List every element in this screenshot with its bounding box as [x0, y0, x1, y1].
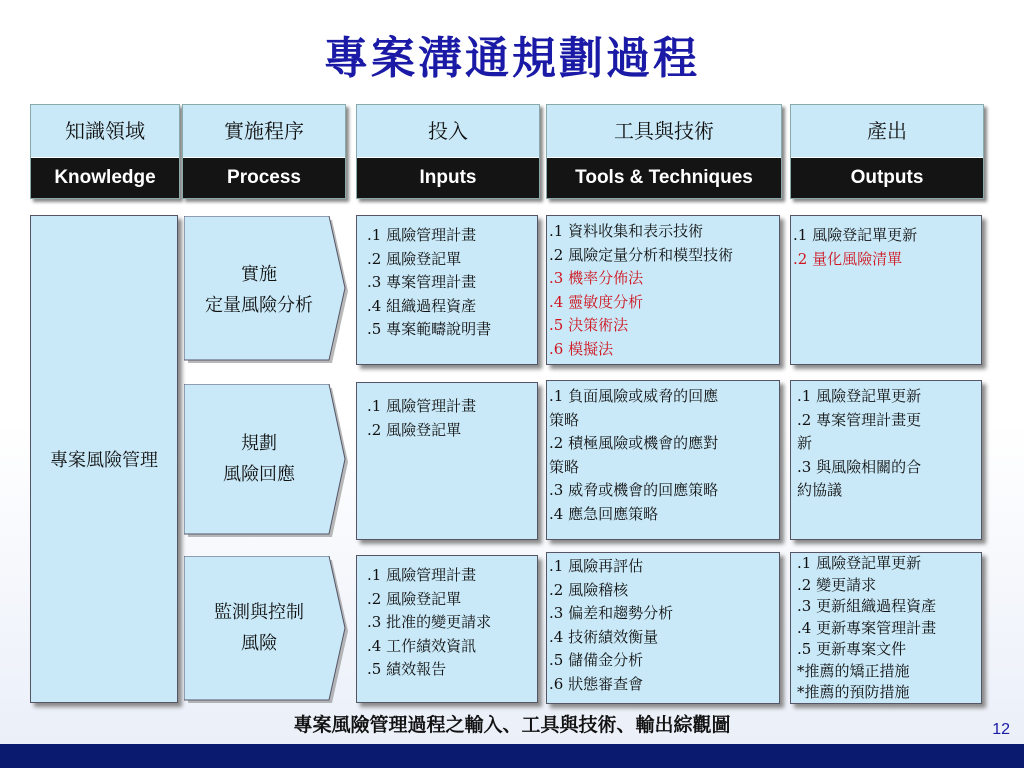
- output-item: .2 量化風險清單: [793, 249, 903, 268]
- input-item: .5 專案範疇說明書: [367, 320, 492, 338]
- input-item: .2 風險登記單: [367, 420, 462, 439]
- process-monitor-line1: 監測與控制: [214, 602, 304, 623]
- output-item: .2 專案管理計畫更: [797, 410, 922, 429]
- tool-item: .3 威脅或機會的回應策略: [549, 481, 719, 499]
- process-response-line2: 風險回應: [223, 464, 295, 485]
- knowledge-area-label: 專案風險管理: [50, 450, 158, 471]
- bottom-bar: [0, 744, 1024, 768]
- input-item: .2 風險登記單: [367, 249, 462, 268]
- output-item: .2 變更請求: [797, 575, 877, 594]
- header-tools: [546, 104, 782, 199]
- tool-item: .4 靈敏度分析: [549, 292, 644, 311]
- header-inputs-en: Inputs: [357, 157, 539, 198]
- outputs-box-quantitative: [790, 215, 982, 365]
- process-monitor-line2: 風險: [241, 633, 277, 654]
- process-quantitative-line2: 定量風險分析: [205, 295, 313, 316]
- output-item: *推薦的預防措施: [797, 683, 910, 701]
- outputs-box-response: [790, 380, 982, 540]
- header-inputs: [356, 104, 540, 199]
- tool-item: .2 風險定量分析和模型技術: [549, 245, 734, 264]
- header-tools-zh: 工具與技術: [614, 119, 714, 143]
- output-item: .4 更新專案管理計畫: [797, 618, 937, 637]
- process-quantitative-line1: 實施: [241, 264, 277, 285]
- outputs-box-monitor: [790, 552, 982, 704]
- process-arrow-monitor: [184, 556, 349, 704]
- tools-box-quantitative: [546, 215, 780, 365]
- tool-item: .2 積極風險或機會的應對: [549, 434, 719, 452]
- input-item: .3 批准的變更請求: [367, 613, 492, 631]
- input-item: .3 專案管理計畫: [367, 273, 477, 291]
- input-item: .4 組織過程資產: [367, 296, 477, 315]
- input-item: .5 績效報告: [367, 660, 447, 678]
- inputs-box-monitor: [356, 555, 538, 703]
- input-item: .4 工作績效資訊: [367, 636, 477, 655]
- figure-caption: 專案風險管理過程之輸入、工具與技術、輸出綜觀圖: [293, 714, 731, 736]
- output-item: *推薦的矯正措施: [797, 661, 910, 680]
- input-item: .2 風險登記單: [367, 589, 462, 608]
- tool-item: .3 機率分佈法: [549, 269, 644, 287]
- header-outputs: [790, 104, 984, 199]
- knowledge-area-box: [30, 215, 178, 703]
- output-item: .5 更新專案文件: [797, 640, 907, 658]
- tool-item: .4 技術績效衡量: [549, 627, 659, 646]
- output-item: 新: [797, 434, 813, 452]
- header-inputs-zh: 投入: [428, 119, 468, 143]
- page-number: 12: [992, 721, 1010, 738]
- input-item: .1 風險管理計畫: [367, 397, 477, 415]
- tool-item: .3 偏差和趨勢分析: [549, 604, 674, 622]
- tool-item: 策略: [549, 410, 580, 429]
- tool-item: .4 應急回應策略: [549, 504, 659, 523]
- tool-item: .5 決策術法: [549, 316, 629, 334]
- header-knowledge-en: Knowledge: [31, 157, 179, 198]
- output-item: .1 風險登記單更新: [797, 554, 922, 572]
- tool-item: .5 儲備金分析: [549, 651, 644, 669]
- process-response-line1: 規劃: [241, 433, 277, 454]
- output-item: .1 風險登記單更新: [797, 387, 922, 405]
- tool-item: .6 模擬法: [549, 339, 614, 358]
- output-item: 約協議: [797, 481, 843, 499]
- tool-item: .6 狀態審查會: [549, 674, 644, 693]
- output-item: .1 風險登記單更新: [793, 226, 918, 244]
- process-arrow-quantitative: [184, 216, 349, 364]
- header-process-zh: 實施程序: [224, 119, 304, 143]
- header-process: [182, 104, 346, 199]
- process-arrow-response: [184, 384, 349, 538]
- tools-box-response: [546, 380, 780, 540]
- tools-box-monitor: [546, 552, 780, 704]
- input-item: .1 風險管理計畫: [367, 566, 477, 584]
- header-tools-en: Tools & Techniques: [547, 157, 781, 198]
- tool-item: .2 風險稽核: [549, 580, 629, 599]
- tool-item: 策略: [549, 457, 580, 476]
- output-item: .3 更新組織過程資產: [797, 597, 937, 615]
- slide-title: 專案溝通規劃過程: [324, 33, 700, 84]
- inputs-box-quantitative: [356, 215, 538, 365]
- header-knowledge: [30, 104, 180, 199]
- tool-item: .1 負面風險或威脅的回應: [549, 387, 719, 405]
- tool-item: .1 風險再評估: [549, 557, 644, 575]
- tool-item: .1 資料收集和表示技術: [549, 222, 704, 240]
- header-knowledge-zh: 知識領域: [65, 119, 145, 143]
- header-process-en: Process: [183, 157, 345, 198]
- output-item: .3 與風險相關的合: [797, 457, 922, 476]
- header-outputs-en: Outputs: [791, 157, 983, 198]
- header-outputs-zh: 產出: [867, 119, 907, 143]
- input-item: .1 風險管理計畫: [367, 226, 477, 244]
- inputs-box-response: [356, 382, 538, 540]
